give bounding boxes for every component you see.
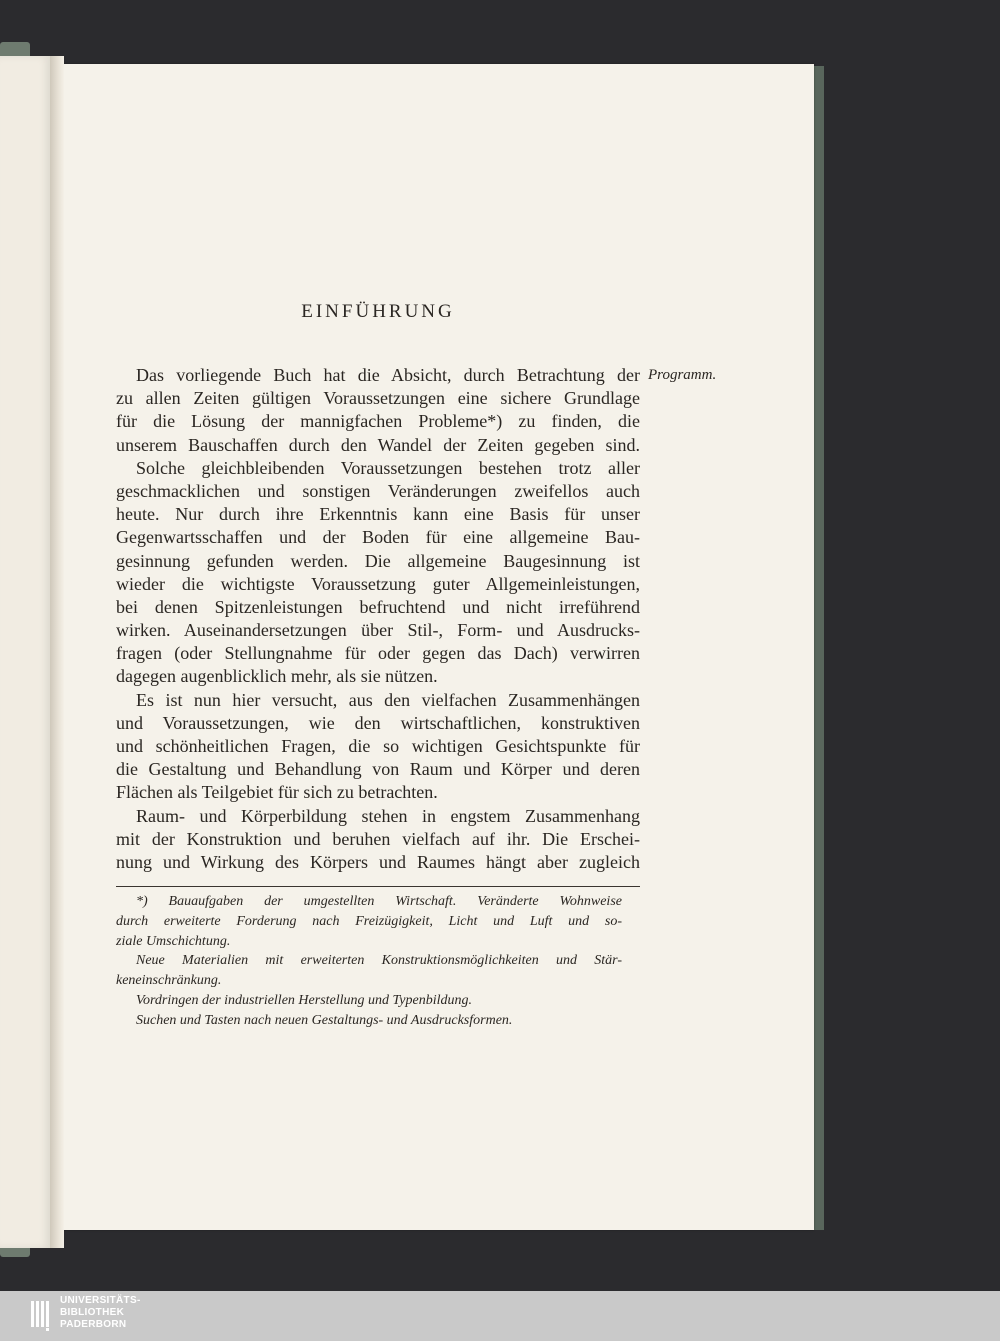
page-gutter: [50, 56, 64, 1248]
text-line: gesinnung gefunden werden. Die allgemeine Baugesinnung ist: [116, 550, 640, 571]
library-name: [60, 1295, 141, 1331]
text-line: die Gestaltung und Behandlung von Raum und Körper und deren: [116, 759, 640, 780]
footnote-line: Vordringen der industriellen Herstellung und Typenbildung.: [136, 992, 472, 1008]
text-line: mit der Konstruktion und beruhen vielfach auf ihr. Die Erschei-: [116, 828, 640, 849]
chapter-title: EINFÜHRUNG: [301, 301, 455, 322]
text-line: und Voraussetzungen, wie den wirtschaftlichen, konstruktiven: [116, 712, 640, 733]
text-line: zu allen Zeiten gültigen Voraussetzungen eine sichere Grundlage: [116, 388, 640, 409]
footnote-line: ziale Umschichtung.: [116, 933, 231, 949]
footnotes: [116, 892, 622, 1031]
text-line: für die Lösung der mannigfachen Probleme*) zu finden, die: [116, 411, 640, 432]
library-name-line: PADERBORN: [60, 1319, 127, 1330]
text-line: Das vorliegende Buch hat die Absicht, durch Betrachtung der: [136, 365, 640, 385]
text-line: wirken. Auseinandersetzungen über Stil-, Form- und Ausdrucks-: [116, 620, 640, 641]
footnote-line: keneinschränkung.: [116, 973, 222, 989]
library-name-line: BIBLIOTHEK: [60, 1307, 125, 1318]
text-line: nung und Wirkung des Körpers und Raumes hängt aber zugleich: [116, 851, 640, 872]
library-name-line: UNIVERSITÄTS-: [60, 1295, 141, 1306]
text-line: wieder die wichtigste Voraussetzung guter Allgemeinleistungen,: [116, 573, 640, 594]
margin-note: Programm.: [648, 367, 717, 383]
library-logo-icon: [30, 1299, 52, 1333]
text-line: dagegen augenblicklich mehr, als sie nützen.: [116, 666, 438, 687]
text-line: unserem Bauschaffen durch den Wandel der Zeiten gegeben sind.: [116, 434, 640, 455]
footnote-rule: [116, 886, 640, 887]
footnote-line: durch erweiterte Forderung nach Freizügigkeit, Licht und Luft und so-: [116, 913, 622, 929]
text-line: heute. Nur durch ihre Erkenntnis kann eine Basis für unser: [116, 504, 640, 525]
body-text: [116, 364, 640, 874]
footnote-line: Suchen und Tasten nach neuen Gestaltungs- und Ausdrucksformen.: [136, 1012, 513, 1028]
library-footer-bar: [0, 1291, 1000, 1341]
footnote-line: *) Bauaufgaben der umgestellten Wirtschaft. Veränderte Wohnweise: [136, 894, 622, 909]
text-line: fragen (oder Stellungnahme für oder gegen das Dach) verwirren: [116, 643, 640, 664]
text-line: und schönheitlichen Fragen, die so wichtigen Gesichtspunkte für: [116, 736, 640, 756]
left-page-edge: [0, 56, 52, 1248]
text-line: bei denen Spitzenleistungen befruchtend und nicht irreführend: [116, 596, 640, 617]
text-line: Raum- und Körperbildung stehen in engstem Zusammenhang: [136, 805, 640, 826]
text-line: Es ist nun hier versucht, aus den vielfachen Zusammenhängen: [136, 689, 640, 710]
text-line: Flächen als Teilgebiet für sich zu betrachten.: [116, 782, 438, 803]
text-line: Gegenwartsschaffen und der Boden für eine allgemeine Bau-: [116, 527, 640, 548]
footnote-line: Neue Materialien mit erweiterten Konstruktionsmöglichkeiten und Stär-: [136, 953, 622, 969]
text-line: Solche gleichbleibenden Voraussetzungen bestehen trotz aller: [136, 457, 640, 478]
text-line: geschmacklichen und sonstigen Veränderungen zweifellos auch: [116, 480, 640, 501]
